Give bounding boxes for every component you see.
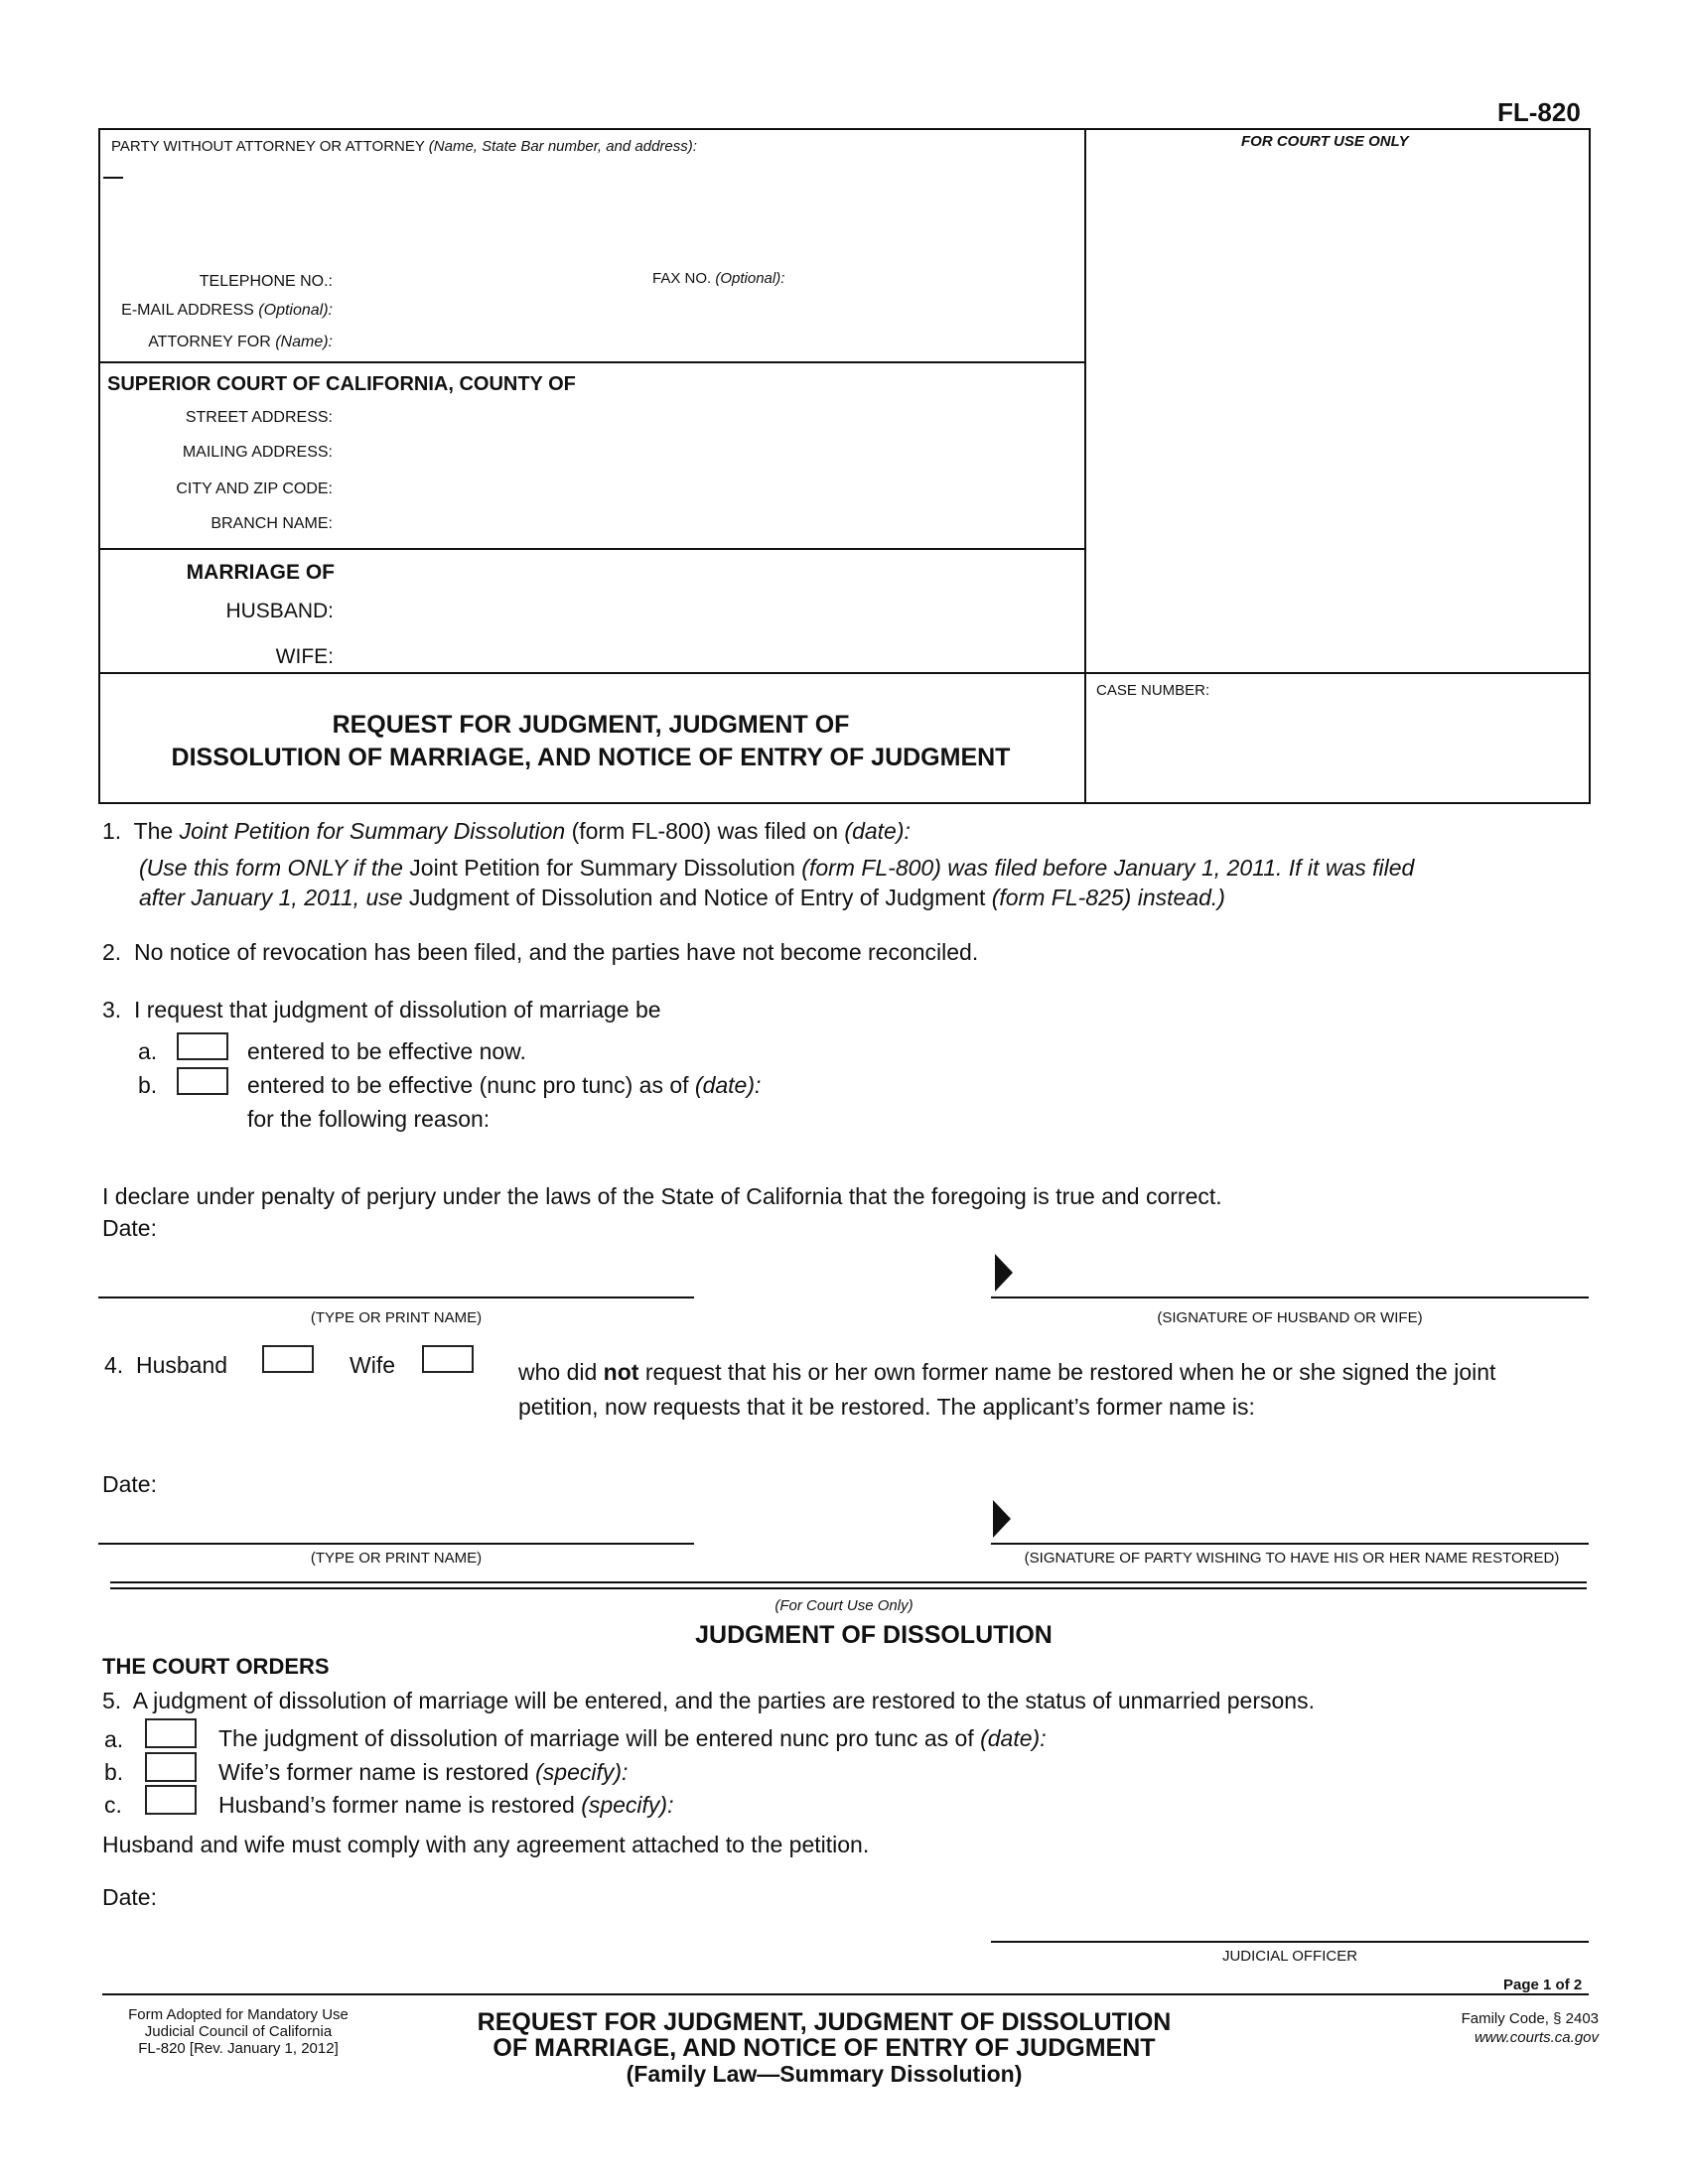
item-4-text: who did not request that his or her own former name be restored when he or she signed the joint petition, now requests that it be restored. The applicant’s former name is: xyxy=(518,1359,1496,1420)
item-5c-text: Husband’s former name is restored (specify): xyxy=(218,1792,674,1818)
page-number: Page 1 of 2 xyxy=(1503,1977,1583,1993)
street-label: STREET ADDRESS: xyxy=(185,409,333,426)
item-5: 5. A judgment of dissolution of marriage will be entered, and the parties are restored to the status of unmarried persons. xyxy=(102,1688,1315,1713)
signature-arrow-icon xyxy=(993,1500,1011,1538)
item-5b-checkbox[interactable] xyxy=(145,1752,197,1782)
wife-label: WIFE: xyxy=(275,645,334,668)
party-label: PARTY WITHOUT ATTORNEY OR ATTORNEY (Name, State Bar number, and address): xyxy=(111,138,697,155)
signature-line-2[interactable] xyxy=(991,1543,1589,1545)
item-3a-text: entered to be effective now. xyxy=(247,1038,526,1064)
item-3a-checkbox[interactable] xyxy=(177,1032,228,1060)
form-number: FL-820 xyxy=(1497,97,1581,127)
mailing-label: MAILING ADDRESS: xyxy=(182,444,333,461)
attorney-for-label: ATTORNEY FOR (Name): xyxy=(148,334,333,350)
for-court-use: (For Court Use Only) xyxy=(774,1597,914,1614)
husband-checkbox[interactable] xyxy=(262,1345,314,1373)
type-print-name-2: (TYPE OR PRINT NAME) xyxy=(310,1550,483,1567)
signature-arrow-icon xyxy=(995,1254,1013,1292)
sig-husband-wife: (SIGNATURE OF HUSBAND OR WIFE) xyxy=(1157,1309,1423,1326)
husband-label: HUSBAND: xyxy=(225,600,334,622)
name-line-1[interactable] xyxy=(98,1297,694,1298)
footer-citation: Family Code, § 2403 www.courts.ca.gov xyxy=(1461,2010,1599,2046)
item-3b-letter: b. xyxy=(138,1072,158,1098)
wife-option: Wife xyxy=(350,1352,395,1378)
form-adopted: Form Adopted for Mandatory Use Judicial Council of California FL-820 [Rev. January 1, 2012] xyxy=(128,2006,349,2057)
party-input-marker[interactable] xyxy=(103,177,123,179)
date-label-2: Date: xyxy=(102,1471,157,1497)
email-label: E-MAIL ADDRESS (Optional): xyxy=(121,302,333,319)
item-5c-letter: c. xyxy=(104,1792,122,1818)
judgment-heading: JUDGMENT OF DISSOLUTION xyxy=(695,1621,1053,1649)
item-3b-checkbox[interactable] xyxy=(177,1067,228,1095)
form-title: REQUEST FOR JUDGMENT, JUDGMENT OF DISSOLUTION OF MARRIAGE, AND NOTICE OF ENTRY OF JUDGMENT xyxy=(171,711,1011,771)
judicial-officer-line[interactable] xyxy=(991,1941,1589,1943)
item-5b-letter: b. xyxy=(104,1759,124,1785)
footer-title: REQUEST FOR JUDGMENT, JUDGMENT OF DISSOLUTION OF MARRIAGE, AND NOTICE OF ENTRY OF JUDGMENT (Family Law—Summary Dissolution) xyxy=(477,2008,1172,2087)
item-3: 3. I request that judgment of dissolution of marriage be xyxy=(102,997,661,1023)
item-5a-letter: a. xyxy=(104,1726,124,1752)
fax-label: FAX NO. (Optional): xyxy=(652,270,785,287)
caption-box xyxy=(98,128,1591,804)
case-number-label: CASE NUMBER: xyxy=(1096,682,1210,699)
court-heading: SUPERIOR COURT OF CALIFORNIA, COUNTY OF xyxy=(107,373,576,395)
telephone-label: TELEPHONE NO.: xyxy=(199,273,333,290)
date-label-3: Date: xyxy=(102,1884,157,1910)
item-5a-checkbox[interactable] xyxy=(145,1718,197,1748)
footer-rule xyxy=(102,1993,1589,1995)
court-orders: THE COURT ORDERS xyxy=(102,1654,330,1679)
item-5c-checkbox[interactable] xyxy=(145,1785,197,1815)
item-4: 4. Husband xyxy=(104,1352,228,1378)
date-label-1: Date: xyxy=(102,1215,157,1241)
signature-line-1[interactable] xyxy=(991,1297,1589,1298)
declaration: I declare under penalty of perjury under the laws of the State of California that the foregoing is true and correct. xyxy=(102,1183,1222,1209)
item-1: 1. The Joint Petition for Summary Dissolution (form FL-800) was filed on (date): xyxy=(102,818,911,844)
wife-checkbox[interactable] xyxy=(422,1345,474,1373)
type-print-name-1: (TYPE OR PRINT NAME) xyxy=(310,1309,483,1326)
court-use-only: FOR COURT USE ONLY xyxy=(1241,133,1409,150)
judicial-officer: JUDICIAL OFFICER xyxy=(1221,1948,1358,1965)
item-1-note: (Use this form ONLY if the Joint Petition for Summary Dissolution (form FL-800) was filed before January 1, 2011. If it was filed after January 1, 2011, use Judgment of Dissolution and Notice of Entry of Judgment (form FL-825) instead.) xyxy=(139,855,1415,910)
comply-text: Husband and wife must comply with any agreement attached to the petition. xyxy=(102,1832,870,1857)
item-3b-text: entered to be effective (nunc pro tunc) as of (date): xyxy=(247,1072,762,1098)
item-5a-text: The judgment of dissolution of marriage will be entered nunc pro tunc as of (date): xyxy=(218,1725,1047,1751)
branch-label: BRANCH NAME: xyxy=(211,515,333,532)
item-5b-text: Wife’s former name is restored (specify): xyxy=(218,1759,629,1785)
city-label: CITY AND ZIP CODE: xyxy=(176,480,333,497)
item-2: 2. No notice of revocation has been filed, and the parties have not become reconciled. xyxy=(102,939,979,965)
double-rule xyxy=(110,1581,1587,1583)
item-3b-reason: for the following reason: xyxy=(247,1106,491,1132)
caption-divider xyxy=(1084,128,1086,802)
marriage-of: MARRIAGE OF xyxy=(186,561,335,584)
item-3a-letter: a. xyxy=(138,1038,158,1064)
name-line-2[interactable] xyxy=(98,1543,694,1545)
sig-restored: (SIGNATURE OF PARTY WISHING TO HAVE HIS OR HER NAME RESTORED) xyxy=(1024,1550,1560,1567)
